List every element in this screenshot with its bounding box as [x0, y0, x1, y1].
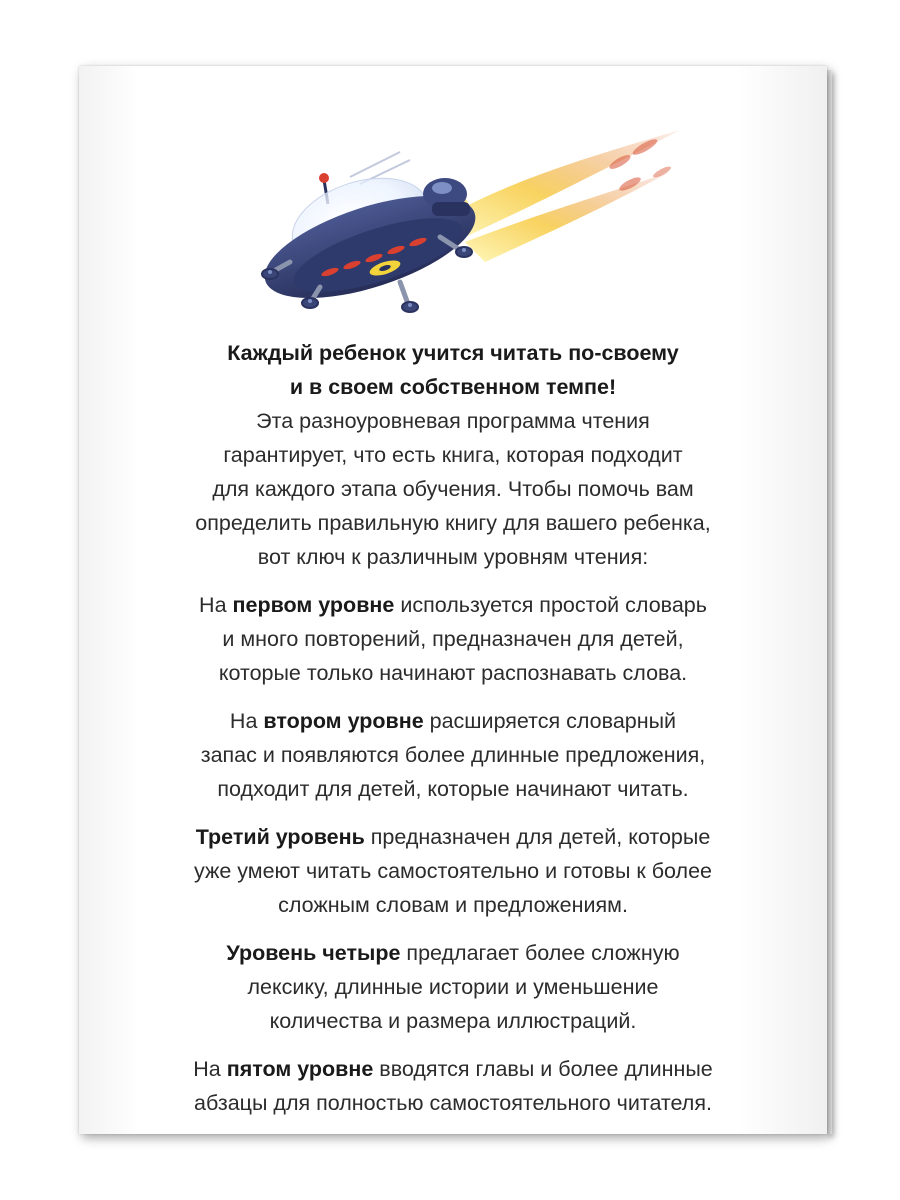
level-1-line-3: которые только начинают распознавать слова. — [218, 661, 688, 685]
level-1-text: используется простой словарь — [394, 593, 707, 617]
level-1-title: первом уровне — [232, 593, 395, 617]
level-1-prefix: На — [199, 593, 233, 617]
level-3-line-2: уже умеют читать самостоятельно и готовы к более — [193, 859, 713, 883]
level-2-paragraph — [120, 704, 786, 806]
level-5-line-2: абзацы для полностью самостоятельного читателя. — [194, 1091, 712, 1115]
level-5-text: вводятся главы и более длинные — [373, 1057, 713, 1081]
text-content — [120, 336, 786, 1134]
intro-line-4: определить правильную книгу для вашего ребенка, — [195, 511, 711, 535]
level-4-line-3: количества и размера иллюстраций. — [269, 1009, 637, 1033]
level-4-title: Уровень четыре — [226, 941, 401, 965]
level-3-title: Третий уровень — [195, 825, 365, 849]
level-4-text: предлагает более сложную — [400, 941, 680, 965]
level-2-prefix: На — [229, 709, 264, 733]
intro-line-5: вот ключ к различным уровням чтения: — [257, 545, 649, 569]
fire-trail — [445, 130, 680, 262]
level-4-line-2: лексику, длинные истории и уменьшение — [247, 975, 659, 999]
intro-line-3: для каждого этапа обучения. Чтобы помочь вам — [212, 477, 694, 501]
headline-line-1: Каждый ребенок учится читать по-своему — [227, 341, 679, 365]
intro-line-1: Эта разноуровневая программа чтения — [256, 409, 650, 433]
intro-line-2: гарантирует, что есть книга, которая подходит — [223, 443, 683, 467]
level-2-title: втором уровне — [263, 709, 424, 733]
level-5-title: пятом уровне — [226, 1057, 374, 1081]
level-3-paragraph — [120, 820, 786, 922]
level-2-text: расширяется словарный — [423, 709, 677, 733]
level-3-line-3: сложным словам и предложениям. — [278, 893, 628, 917]
intro-paragraph — [120, 336, 786, 574]
level-4-paragraph — [120, 936, 786, 1038]
level-3-text: предназначен для детей, которые — [364, 825, 711, 849]
level-1-paragraph — [120, 588, 786, 690]
level-5-prefix: На — [193, 1057, 227, 1081]
level-5-paragraph — [120, 1052, 786, 1120]
level-2-line-3: подходит для детей, которые начинают читать. — [217, 777, 689, 801]
level-2-line-2: запас и появляются более длинные предложения, — [200, 743, 706, 767]
flying-saucer-illustration — [250, 122, 690, 322]
headline-line-2: и в своем собственном темпе! — [289, 375, 617, 399]
level-1-line-2: и много повторений, предназначен для детей, — [222, 627, 684, 651]
